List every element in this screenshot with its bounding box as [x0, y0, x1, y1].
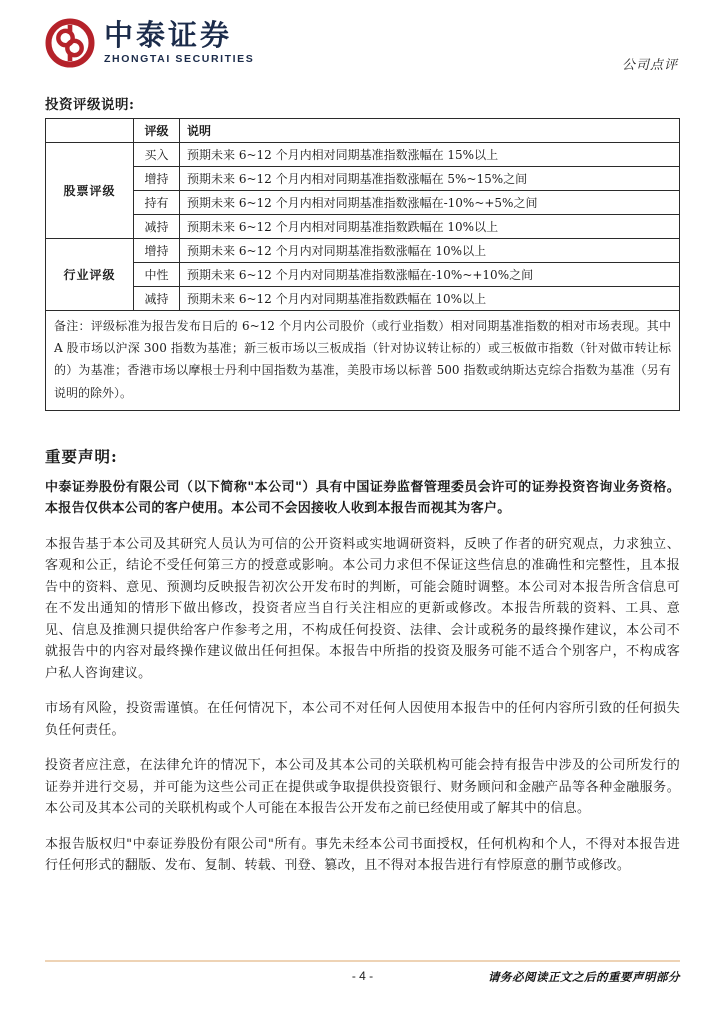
page-header	[45, 18, 680, 80]
header-cell-rating: 评级	[134, 119, 180, 143]
rating-section-title: 投资评级说明:	[45, 97, 135, 113]
rating-table-row	[46, 215, 680, 239]
rating-value-cell: 增持	[134, 239, 180, 263]
rating-table-row	[46, 191, 680, 215]
rating-category-cell: 行业评级	[46, 239, 134, 311]
rating-value-cell: 减持	[134, 287, 180, 311]
statement-paragraph: 中泰证券股份有限公司（以下简称"本公司"）具有中国证券监督管理委员会许可的证券投资咨询业务资格。本报告仅供本公司的客户使用。本公司不会因接收人收到本报告而视其为客户。	[45, 479, 680, 517]
rating-value-cell: 减持	[134, 215, 180, 239]
rating-note-cell: 备注：评级标准为报告发布日后的 6~12 个月内公司股价（或行业指数）相对同期基准指数的相对市场表现。其中 A 股市场以沪深 300 指数为基准；新三板市场以三板成指（针对协议转让标的）或三板做市指数（针对做市转让标的）为基准；香港市场以摩根士丹利中国指数为基准，美股市场以标普 500 指数或纳斯达克综合指数为基准（另有说明的除外）。	[46, 311, 680, 411]
rating-description-cell: 预期未来 6~12 个月内对同期基准指数涨幅在 10%以上	[180, 239, 680, 263]
rating-value-cell: 中性	[134, 263, 180, 287]
rating-description-cell: 预期未来 6~12 个月内相对同期基准指数涨幅在-10%~+5%之间	[180, 191, 680, 215]
rating-value-cell: 增持	[134, 167, 180, 191]
rating-description-cell: 预期未来 6~12 个月内对同期基准指数跌幅在 10%以上	[180, 287, 680, 311]
page-number: - 4 -	[351, 969, 374, 983]
rating-table-row	[46, 287, 680, 311]
rating-category-cell: 股票评级	[46, 143, 134, 239]
statement-paragraph: 投资者应注意，在法律允许的情况下，本公司及其本公司的关联机构可能会持有报告中涉及的公司所发行的证券并进行交易，并可能为这些公司正在提供或争取提供投资银行、财务顾问和金融产品等各种金融服务。本公司及其本公司的关联机构或个人可能在本报告公开发布之前已经使用或了解其中的信息。	[45, 758, 680, 817]
rating-table	[45, 118, 680, 411]
brand-name-cn: 中泰证券	[104, 18, 233, 53]
company-logo	[45, 18, 680, 68]
rating-description-cell: 预期未来 6~12 个月内相对同期基准指数涨幅在 5%~15%之间	[180, 167, 680, 191]
rating-description-cell: 预期未来 6~12 个月内对同期基准指数涨幅在-10%~+10%之间	[180, 263, 680, 287]
rating-description-cell: 预期未来 6~12 个月内相对同期基准指数涨幅在 15%以上	[180, 143, 680, 167]
rating-table-note-row	[46, 311, 680, 411]
header-cell-category	[46, 119, 134, 143]
report-type-label: 公司点评	[621, 58, 678, 73]
rating-table-row	[46, 263, 680, 287]
rating-table-body	[46, 143, 680, 311]
statement-paragraph: 本报告版权归"中泰证券股份有限公司"所有。事先未经本公司书面授权，任何机构和个人，不得对本报告进行任何形式的翻版、发布、复制、转载、刊登、篡改，且不得对本报告进行有悖原意的删节或修改。	[45, 836, 680, 874]
header-cell-description: 说明	[180, 119, 680, 143]
rating-value-cell: 买入	[134, 143, 180, 167]
zhongtai-emblem-icon	[45, 18, 95, 68]
rating-value-cell: 持有	[134, 191, 180, 215]
statement-paragraphs	[45, 477, 680, 877]
rating-table-row	[46, 239, 680, 263]
statement-title: 重要声明:	[45, 446, 118, 466]
brand-text	[104, 18, 255, 66]
statement-paragraph: 本报告基于本公司及其研究人员认为可信的公开资料或实地调研资料，反映了作者的研究观点，力求独立、客观和公正，结论不受任何第三方的授意或影响。本公司力求但不保证这些信息的准确性和完整性，且本报告中的资料、意见、预测均反映报告初次公开发布时的判断，可能会随时调整。本公司对本报告所含信息可在不发出通知的情形下做出修改，投资者应当自行关注相应的更新或修改。本报告所载的资料、工具、意见、信息及推测只提供给客户作参考之用，不构成任何投资、法律、会计或税务的最终操作建议，本公司不就报告中的内容对最终操作建议做出任何担保。本报告中所指的投资及服务可能不适合个别客户，不构成客户私人咨询建议。	[45, 536, 680, 681]
statement-paragraph: 市场有风险，投资需谨慎。在任何情况下，本公司不对任何人因使用本报告中的任何内容所引致的任何损失负任何责任。	[45, 701, 680, 738]
rating-description-cell: 预期未来 6~12 个月内相对同期基准指数跌幅在 10%以上	[180, 215, 680, 239]
rating-table-header-row	[46, 119, 680, 143]
brand-name-en: ZHONGTAI SECURITIES	[104, 53, 255, 66]
footer-notice: 请务必阅读正文之后的重要声明部分	[488, 970, 680, 984]
rating-table-row	[46, 167, 680, 191]
rating-table-row	[46, 143, 680, 167]
page-footer	[45, 960, 680, 990]
